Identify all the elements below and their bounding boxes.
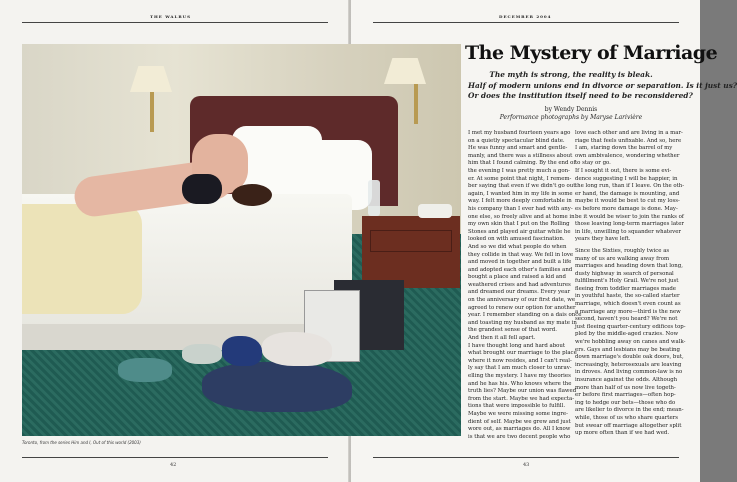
left-lamp-arm xyxy=(150,92,154,132)
article-line: manly, and there was a stillness about xyxy=(468,152,573,159)
sneaker-blue xyxy=(222,336,262,366)
article-line: more than half of us now live togeth- xyxy=(575,384,676,391)
deck-line: The myth is strong, the reality is bleak. xyxy=(489,70,653,79)
running-head-left: THE WALRUS xyxy=(150,14,192,19)
footer-rule-left xyxy=(22,457,328,458)
article-line: and he has his. Who knows where the xyxy=(468,380,572,387)
photo-credit: Performance photographs by Maryse Larivière xyxy=(499,114,643,121)
article-line: increasingly, heterosexuals are leaving xyxy=(575,361,682,368)
article-line: fleeing from toddler marriages made xyxy=(575,285,677,292)
article-line: er hand, the damage is mounting, and xyxy=(575,190,680,197)
article-line: a marriage any more—third is the new xyxy=(575,308,681,315)
article-line: tions that were impossible to fulfill. xyxy=(468,403,566,410)
article-line: just fleeing quarter-century edifices top- xyxy=(575,323,686,330)
article-line: own ambivalence, wondering whether xyxy=(575,152,680,159)
article-line: again, I wanted him in my life in some xyxy=(468,190,573,197)
sneaker-teal xyxy=(118,358,172,382)
folio-right: 43 xyxy=(523,462,530,468)
article-line: and toasting my husband as my mate in xyxy=(468,319,577,326)
article-line: many of us are walking away from xyxy=(575,255,670,262)
article-line: truth lies? Maybe our union was flawed xyxy=(468,388,577,395)
article-line: up more often than if we had wed. xyxy=(575,430,670,437)
article-line: Stones and played air guitar while he xyxy=(468,228,571,235)
article-line: way. I felt more deeply comfortable in xyxy=(468,198,572,205)
deck-line: Or does the institution itself need to be reconsidered? xyxy=(468,91,693,100)
article-line: down marriage's double oak doors, but, xyxy=(575,354,684,361)
telephone xyxy=(418,204,452,218)
article-line: And then it all fell apart. xyxy=(468,335,536,342)
clothes-pile-white xyxy=(262,332,332,366)
header-rule-left xyxy=(22,22,328,23)
article-line: second, haven't you heard? We're not xyxy=(575,316,678,323)
article-line: He was funny and smart and gentle- xyxy=(468,145,568,152)
article-line: years they have left. xyxy=(575,236,631,243)
article-line: they collide in that way. We fell in love xyxy=(468,251,574,258)
article-line: in life, unwilling to squander whatever xyxy=(575,228,681,235)
article-line: ers. Gays and lesbians may be beating xyxy=(575,346,680,353)
article-line: marriages and heading down that long, xyxy=(575,263,683,270)
article-line: insurance against the odds. Although xyxy=(575,377,678,383)
article-column-2 xyxy=(575,130,686,438)
byline: by Wendy Dennis xyxy=(544,106,598,113)
article-line: maybe it would be best to cut my loss- xyxy=(575,198,680,205)
article-line: and adopted each other's families and xyxy=(468,266,573,273)
article-line: riage that feels unfixable. And so, here xyxy=(575,137,682,144)
article-line: ing to hedge our bets—those who do xyxy=(575,399,676,406)
article-line: pled by the middle-aged crazies. Now xyxy=(575,331,679,338)
yellow-blanket xyxy=(22,204,142,314)
photo-caption: Toronto, from the series Him and I, Out of this world (2003) xyxy=(22,440,141,445)
article-line: him that I found calming. By the end of xyxy=(468,160,576,167)
article-line: my own skin that I put on the Rolling xyxy=(468,221,570,228)
article-line: one else, so freely alive and at home in xyxy=(468,213,575,220)
article-line: And so we did what people do when xyxy=(468,243,567,250)
article-line: are likelier to divorce in the end; mean- xyxy=(575,407,684,414)
article-line: I have thought long and hard about xyxy=(468,342,566,349)
figure-hair xyxy=(232,184,272,206)
article-line: marriage, which doesn't even count as xyxy=(575,301,681,308)
article-line: the grandest sense of that word. xyxy=(468,327,557,334)
clothes-pile-blue xyxy=(202,362,352,412)
article-line: year. I remember standing on a dais once xyxy=(468,312,582,319)
running-head-right: DECEMBER 2004 xyxy=(499,14,552,19)
article-line: the evening I was pretty much a gon- xyxy=(468,167,570,174)
article-line: where it now resides, and I can't real- xyxy=(468,357,572,364)
nightstand xyxy=(362,216,460,288)
article-line: ly say that I am much closer to unrav- xyxy=(468,365,572,372)
article-line: bought a place and raised a kid and xyxy=(468,274,566,281)
article-line: Maybe we were missing some ingre- xyxy=(468,410,568,417)
article-line: If I sought it out, there is some evi- xyxy=(575,167,672,174)
article-deck xyxy=(468,70,737,102)
article-line: er before first marriages—often hop- xyxy=(575,392,676,399)
header-rule-right xyxy=(373,22,679,23)
article-line: agreed to renew our option for another xyxy=(468,304,576,311)
article-line: on a quietly spectacular blind date. xyxy=(468,137,565,144)
article-line: dence suggesting I will be happier, in xyxy=(575,175,678,182)
nightstand-drawer xyxy=(370,230,452,252)
article-line: the long run, than if I leave. On the oth- xyxy=(575,183,685,190)
article-line: is that we are two decent people who xyxy=(468,433,571,440)
article-line: his company than I ever had with any- xyxy=(468,205,573,212)
article-line: weathered crises and had adventures xyxy=(468,281,571,288)
article-line: but swear off marriage altogether split xyxy=(575,422,682,429)
sneaker-gray xyxy=(182,344,222,364)
article-line: I am, staring down the barrel of my xyxy=(575,145,673,152)
article-line: elling the mystery. I have my theories xyxy=(468,373,571,379)
article-line: from the start. Maybe we had expecta- xyxy=(468,395,575,402)
folio-left: 42 xyxy=(170,462,177,468)
deck-line: Half of modern unions end in divorce or separation. Is it just us? xyxy=(468,80,737,90)
article-line: Since the Sixties, roughly twice as xyxy=(575,247,670,254)
article-line: to stay or go. xyxy=(575,160,611,167)
article-line: dusty highway in search of personal xyxy=(575,270,674,277)
hotel-room-photo xyxy=(22,44,461,436)
article-line: wore out, as marriages do. All I know xyxy=(468,426,571,433)
article-line: on the anniversary of our first date, we xyxy=(468,297,576,304)
article-line: er. At some point that night, I remem- xyxy=(468,175,572,182)
article-line: looked on with amused fascination. xyxy=(468,236,565,243)
right-lamp-arm xyxy=(414,84,418,124)
article-line: be it would be wiser to join the ranks of xyxy=(575,213,684,220)
article-line: es before more damage is done. May- xyxy=(575,205,678,212)
article-line: we're hobbling away on canes and walk- xyxy=(575,339,686,346)
article-line: and dreamed our dreams. Every year xyxy=(468,289,571,296)
article-line: fulfillment's Holy Grail. We're not just xyxy=(575,278,679,285)
article-line: in youthful haste, the so-called starter xyxy=(575,293,680,300)
article-line: while, those of us who share quarters xyxy=(575,414,679,421)
article-line: dient of self. Maybe we grew and just xyxy=(468,418,571,425)
article-line: in droves. And living common-law is no xyxy=(575,369,683,376)
figure-underwear xyxy=(182,174,222,204)
article-line: what brought our marriage to the place xyxy=(468,350,577,357)
water-bottle xyxy=(368,180,380,216)
article-column-1 xyxy=(468,130,582,441)
article-line: I met my husband fourteen years ago xyxy=(468,130,571,136)
article-line: and moved in together and built a life xyxy=(468,259,572,266)
footer-rule-right xyxy=(373,457,679,458)
article-line: love each other and are living in a mar- xyxy=(575,130,683,136)
article-title: The Mystery of Marriage xyxy=(465,42,718,64)
article-line: ber saying that even if we didn't go out xyxy=(468,183,576,190)
article-line: those leaving long-term marriages later xyxy=(575,221,684,228)
